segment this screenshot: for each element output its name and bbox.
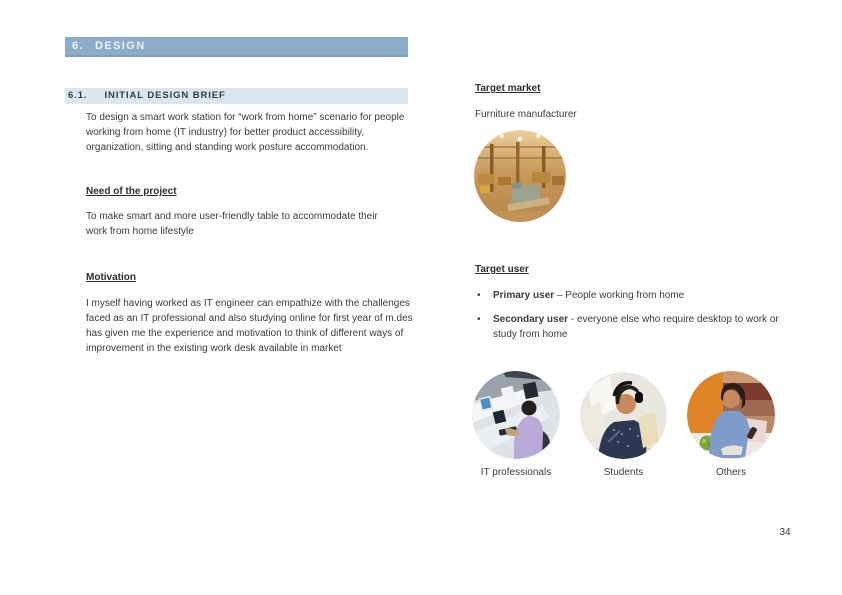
secondary-user-text: - everyone else who require desktop to work or study from home xyxy=(493,314,779,340)
need-heading: Need of the project xyxy=(86,186,177,197)
target-user-primary xyxy=(475,288,790,303)
furniture-factory-photo xyxy=(474,130,566,222)
target-user-secondary xyxy=(475,312,790,342)
furniture-factory-image xyxy=(474,130,566,222)
need-text: To make smart and more user-friendly table to accommodate their work from home lifestyle xyxy=(86,211,378,237)
motivation-text: I myself having worked as IT engineer can empathize with the challenges faced as an IT professional and also studying online for first year of m.des has given me the experience and motivation to think of different ways of improvement in the existing work desk available in market xyxy=(86,298,413,354)
target-market-heading: Target market xyxy=(475,83,541,94)
motivation-heading: Motivation xyxy=(86,272,136,283)
target-market-value: Furniture manufacturer xyxy=(475,109,577,120)
primary-user-text: – People working from home xyxy=(554,290,685,301)
target-user-heading: Target user xyxy=(475,264,529,275)
students-photo xyxy=(580,372,667,478)
page-number: 34 xyxy=(779,527,791,538)
primary-user-label: Primary user xyxy=(493,290,555,301)
others-image xyxy=(687,371,775,459)
section-number: 6. xyxy=(72,40,84,52)
section-heading-bar xyxy=(65,37,408,57)
it-professionals-image xyxy=(472,371,560,459)
target-user-list xyxy=(475,288,790,351)
persona-label-it-professionals: IT professionals xyxy=(480,467,552,478)
persona-label-students: Students xyxy=(603,467,644,478)
section-title: DESIGN xyxy=(94,40,146,52)
it-professionals-photo xyxy=(472,371,560,478)
subsection-heading-bar xyxy=(65,88,408,104)
students-image xyxy=(580,372,667,459)
secondary-user-label: Secondary user xyxy=(493,314,569,325)
subsection-number: 6.1. xyxy=(68,90,88,101)
subsection-title: INITIAL DESIGN BRIEF xyxy=(104,90,226,101)
design-brief-text: To design a smart work station for “work from home” scenario for people working from home (IT industry) for better product accessibility, organization, sitting and standing work posture accommodation. xyxy=(86,112,405,153)
others-photo xyxy=(687,371,775,478)
persona-label-others: Others xyxy=(715,467,746,478)
